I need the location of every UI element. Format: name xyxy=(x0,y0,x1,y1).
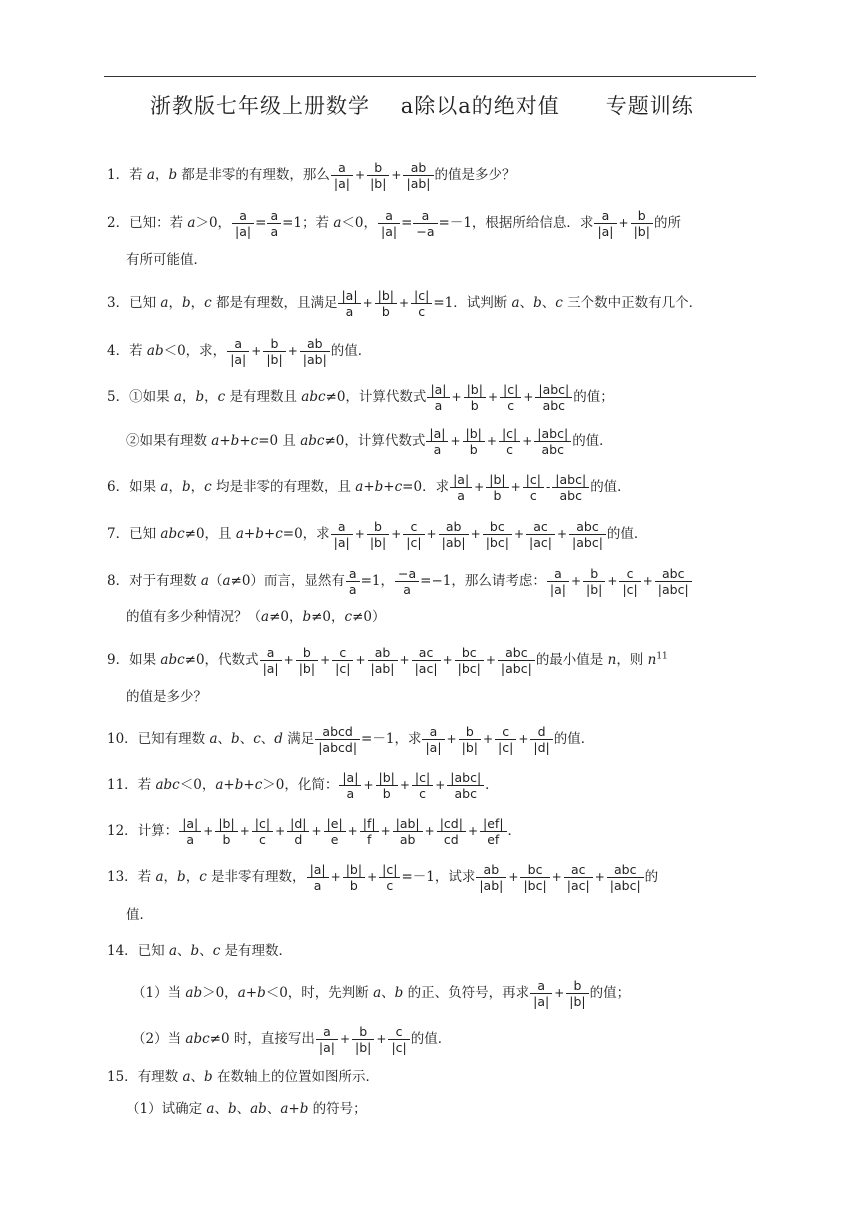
problem-7: 7．已知 abc≠0，且 a+b+c=0，求 $\frac{a}{|a|}$ + $\frac{b}{|b|}$ + $\frac{c}{|c|}$ + $\frac{ab}{|ab|}$ + $\frac{bc}{|bc|}$ + $\frac{ac}{|ac|}$ + $\frac{\text{abc}}{\text{|abc|}}$ 的值． xyxy=(107,519,648,550)
problem-5a: 5．①如果 a，b，c 是有理数且 abc≠0，计算代数式 $\frac{|a|}{a}$ + $\frac{|b|}{b}$ + $\frac{|c|}{c}$ + $\frac{\text{|abc|}}{\text{abc}}$ 的值； xyxy=(107,382,614,413)
problem-2: 2．已知：若 a＞0， $\frac{a}{|a|}$ = $\frac{a}{a}$ =1；若 a＜0， $\frac{a}{|a|}$ = $\frac{a}{-a}$ =－1，根据所给信息．求 $\frac{a}{|a|}$ + $\frac{b}{|b|}$ 的所 xyxy=(107,208,681,239)
problem-2-cont: 有所可能值． xyxy=(126,252,207,268)
problem-14-2: （2）当 abc≠0 时，直接写出 $\frac{a}{|a|}$ + $\frac{b}{|b|}$ + $\frac{c}{|c|}$ 的值． xyxy=(132,1024,452,1055)
problem-3: 3．已知 a，b，c 都是有理数，且满足 $\frac{|a|}{a}$ + $\frac{|b|}{b}$ + $\frac{|c|}{c}$ =1．试判断 a、b、c 三个数中正数有几个． xyxy=(107,288,703,319)
problem-8: 8．对于有理数 a（a≠0）而言，显然有 $\frac{a}{a}$ =1， $\frac{-a}{a}$ =−1，那么请考虑： $\frac{a}{|a|}$ + $\frac{b}{|b|}$ + $\frac{c}{|c|}$ + $\frac{\text{abc}}{\text{|abc|}}$ xyxy=(107,566,693,597)
problem-10: 10．已知有理数 a、b、c、d 满足 $\frac{\text{abcd}}{\text{|abcd|}}$ =－1，求 $\frac{a}{|a|}$ + $\frac{b}{|b|}$ + $\frac{c}{|c|}$ + $\frac{d}{|d|}$ 的值． xyxy=(107,724,595,755)
problem-9: 9．如果 abc≠0，代数式 $\frac{a}{|a|}$ + $\frac{b}{|b|}$ + $\frac{c}{|c|}$ + $\frac{ab}{|ab|}$ + $\frac{ac}{|ac|}$ + $\frac{bc}{|bc|}$ + $\frac{\text{abc}}{\text{|abc|}}$ 的最小值是 n，则 $n^{11}$ xyxy=(107,645,668,676)
header-rule xyxy=(104,76,756,77)
problem-15: 15．有理数 a、b 在数轴上的位置如图所示． xyxy=(107,1069,379,1085)
page-title: 浙教版七年级上册数学 a除以a的绝对值 专题训练 xyxy=(150,94,694,118)
problem-1: 1．若 a，b 都是非零的有理数，那么 $\frac{a}{|a|}$ + $\frac{b}{|b|}$ + $\frac{ab}{|ab|}$ 的值是多少？ xyxy=(107,160,516,191)
problem-14-1: （1）当 ab＞0，a+b＜0，时，先判断 a、b 的正、负符号，再求 $\frac{a}{|a|}$ + $\frac{b}{|b|}$ 的值； xyxy=(132,978,631,1009)
problem-15-1: （1）试确定 a、b、ab、a+b 的符号； xyxy=(126,1101,367,1117)
problem-4: 4．若 ab＜0，求， $\frac{a}{|a|}$ + $\frac{b}{|b|}$ + $\frac{ab}{|ab|}$ 的值． xyxy=(107,336,372,367)
problem-5b: ②如果有理数 a+b+c=0 且 abc≠0，计算代数式 $\frac{|a|}{a}$ + $\frac{|b|}{b}$ + $\frac{|c|}{c}$ + $\frac{\text{|abc|}}{\text{abc}}$ 的值． xyxy=(126,426,613,457)
problem-13-cont: 值． xyxy=(126,907,153,923)
problem-6: 6．如果 a，b，c 均是非零的有理数，且 a+b+c=0．求 $\frac{|a|}{a}$ + $\frac{|b|}{b}$ + $\frac{|c|}{c}$ - $\frac{\text{|abc|}}{\text{abc}}$ 的值． xyxy=(107,472,631,503)
problem-14: 14．已知 a、b、c 是有理数． xyxy=(107,943,293,959)
problem-12: 12．计算： $\frac{|a|}{a}$ + $\frac{|b|}{b}$ + $\frac{|c|}{c}$ + $\frac{|d|}{d}$ + $\frac{|e|}{e}$ + $\frac{|f|}{f}$ + $\frac{|ab|}{ab}$ + $\frac{|cd|}{cd}$ + $\frac{|ef|}{ef}$ ． xyxy=(107,816,522,847)
problem-8-cont: 的值有多少种情况？（a≠0，b≠0，c≠0） xyxy=(126,609,386,625)
problem-9-cont: 的值是多少？ xyxy=(126,689,207,705)
problem-13: 13．若 a，b，c 是非零有理数， $\frac{|a|}{a}$ + $\frac{|b|}{b}$ + $\frac{|c|}{c}$ =－1，试求 $\frac{ab}{|ab|}$ + $\frac{bc}{|bc|}$ + $\frac{ac}{|ac|}$ + $\frac{\text{abc}}{\text{|abc|}}$ 的 xyxy=(107,862,659,893)
problem-11: 11．若 abc＜0，a+b+c＞0，化简： $\frac{|a|}{a}$ + $\frac{|b|}{b}$ + $\frac{|c|}{c}$ + $\frac{\text{|abc|}}{\text{abc}}$ ． xyxy=(107,770,499,801)
